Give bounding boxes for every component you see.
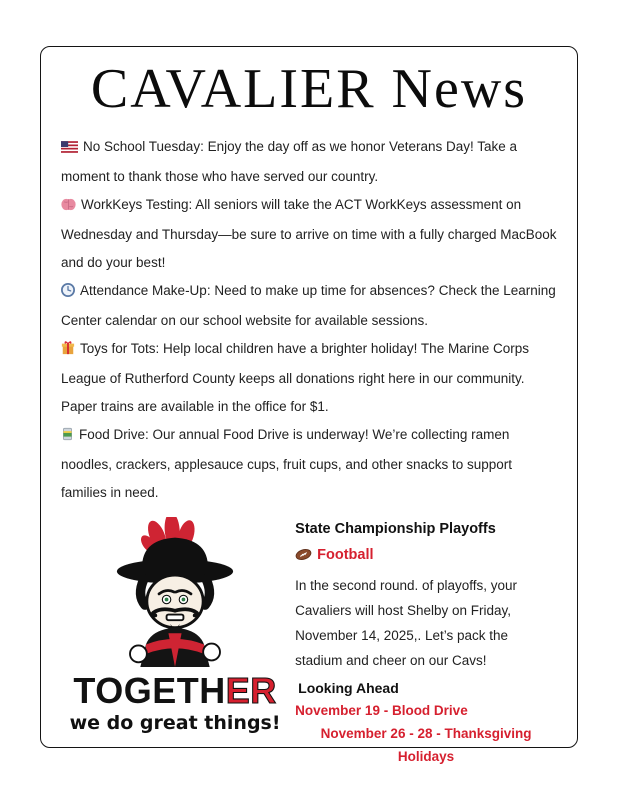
sport-line	[295, 547, 557, 565]
clock-icon	[61, 279, 75, 307]
playoffs-heading: State Championship Playoffs	[295, 521, 496, 537]
sport-label: Football	[317, 547, 374, 563]
cavalier-mascot-image	[85, 517, 265, 667]
us-flag-icon	[61, 135, 78, 163]
announcement-toys-for-tots	[61, 335, 557, 421]
together-logo-black-text: TOGETH	[73, 670, 226, 711]
mascot-column	[61, 513, 289, 768]
playoffs-column	[289, 513, 557, 768]
announcement-food-drive	[61, 421, 557, 507]
brain-icon	[61, 193, 76, 221]
together-logo-red-text: ER	[225, 670, 277, 711]
together-logo	[73, 670, 277, 711]
announcement-attendance	[61, 277, 557, 335]
announcement-text: Attendance Make-Up: Need to make up time for absences? Check the Learning Center calendar on our school website for available sessions.	[61, 283, 556, 328]
announcements-section	[61, 133, 557, 507]
gift-icon	[61, 337, 75, 365]
playoffs-body-text: In the second round. of playoffs, your Cavaliers will host Shelby on Friday, November 14, 2025,. Let’s pack the stadium and cheer on our Cavs!	[295, 578, 518, 668]
announcement-text: WorkKeys Testing: All seniors will take the ACT WorkKeys assessment on Wednesday and Thursday—be sure to arrive on time with a fully charged MacBook and do your best!	[61, 197, 557, 270]
mascot-figure	[85, 517, 265, 667]
event-thanksgiving-holidays: November 26 - 28 - Thanksgiving Holidays	[320, 726, 532, 764]
announcement-no-school	[61, 133, 557, 191]
announcement-text: Food Drive: Our annual Food Drive is underway! We’re collecting ramen noodles, crackers, applesauce cups, fruit cups, and other snacks to support families in need.	[61, 427, 512, 500]
football-icon	[295, 548, 312, 565]
announcement-text: No School Tuesday: Enjoy the day off as we honor Veterans Day! Take a moment to thank those who have served our country.	[61, 139, 518, 184]
canned-food-icon	[61, 423, 74, 451]
newsletter-page-border	[40, 46, 578, 764]
event-blood-drive: November 19 - Blood Drive	[295, 703, 468, 718]
announcement-workkeys	[61, 191, 557, 277]
page-title: CAVALIER News	[90, 58, 528, 120]
announcement-text: Toys for Tots: Help local children have a brighter holiday! The Marine Corps League of Rutherford County keeps all donations right here in our community. Paper trains are available in the office for $1.	[61, 341, 529, 414]
looking-ahead-heading: Looking Ahead	[298, 680, 399, 696]
bottom-section	[61, 513, 557, 768]
together-tagline: we do great things!	[69, 712, 281, 734]
